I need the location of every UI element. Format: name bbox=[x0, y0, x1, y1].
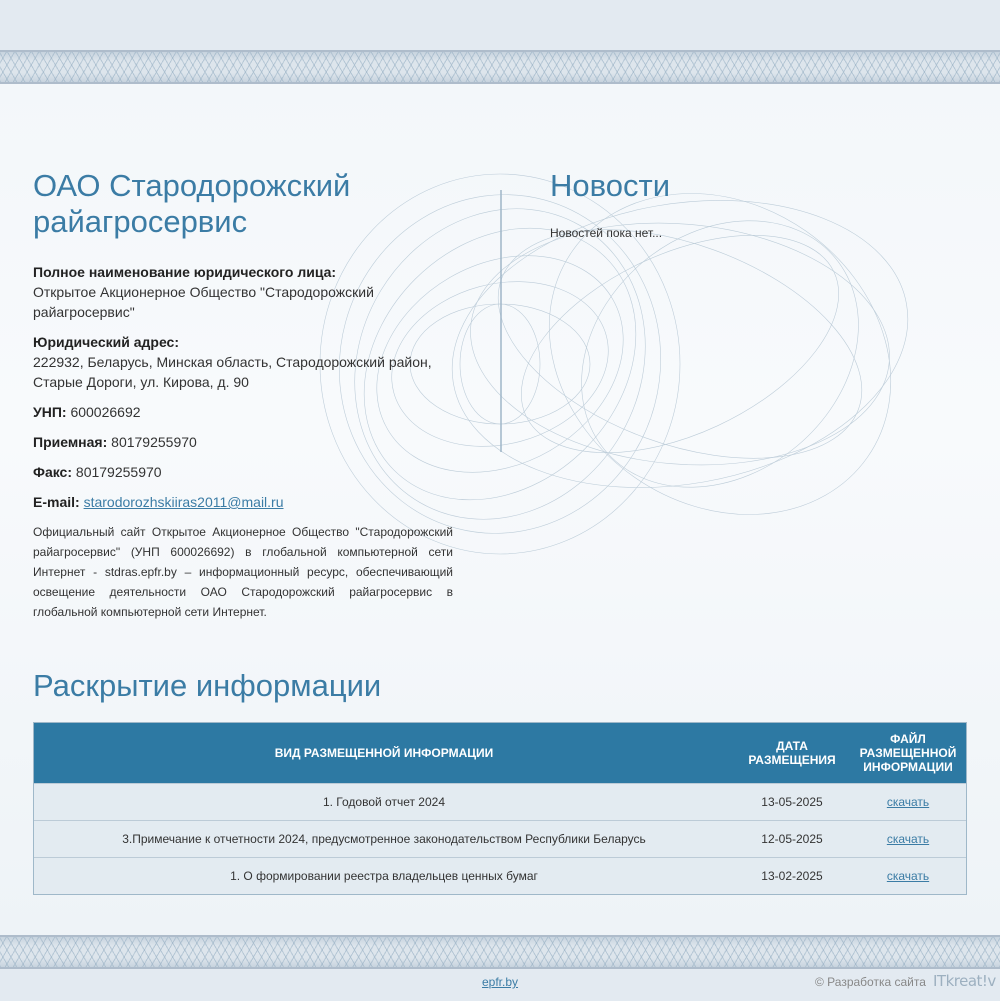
fax-row bbox=[33, 462, 453, 482]
fullname-value: Открытое Акционерное Общество "Стародорожский райагросервис" bbox=[33, 284, 374, 320]
disclosure-title: Раскрытие информации bbox=[33, 668, 382, 703]
row-file bbox=[850, 820, 966, 857]
row-type: 1. Годовой отчет 2024 bbox=[34, 783, 734, 820]
download-link[interactable]: скачать bbox=[886, 794, 930, 809]
table-row bbox=[34, 820, 966, 857]
email-row bbox=[33, 492, 453, 512]
row-date: 13-02-2025 bbox=[734, 857, 850, 894]
fax-label: Факс: bbox=[33, 464, 73, 480]
email-label: E-mail: bbox=[33, 494, 80, 510]
table-header-row bbox=[34, 723, 966, 783]
news-title: Новости bbox=[550, 168, 671, 203]
company-info-section bbox=[33, 168, 453, 622]
itkreativ-logo[interactable]: ITkreat!v bbox=[933, 972, 996, 990]
download-link[interactable]: скачать bbox=[886, 831, 930, 846]
row-date: 12-05-2025 bbox=[734, 820, 850, 857]
address-label: Юридический адрес: bbox=[33, 334, 179, 350]
header-ornament bbox=[0, 50, 1000, 84]
table-row bbox=[34, 783, 966, 820]
fax-value: 80179255970 bbox=[75, 464, 162, 480]
site-description: Официальный сайт Открытое Акционерное Общество "Стародорожский райагросервис" (УНП 600026692) в глобальной компьютерной сети Интернет - stdras.epfr.by – информационный ресурс, обеспечивающий освещение деятельности ОАО Стародорожский райагросервис в глобальной компьютерной сети Интернет. bbox=[33, 525, 453, 619]
header-file: ФАЙЛ РАЗМЕЩЕННОЙ ИНФОРМАЦИИ bbox=[850, 723, 966, 783]
company-details bbox=[33, 262, 453, 622]
row-file bbox=[850, 783, 966, 820]
email-link[interactable]: starodorozhskiiras2011@mail.ru bbox=[83, 494, 284, 510]
disclosure-table bbox=[33, 722, 967, 895]
footer-ornament bbox=[0, 935, 1000, 969]
news-section bbox=[550, 168, 950, 240]
company-title: ОАО Стародорожский райагросервис bbox=[33, 168, 351, 239]
column-divider bbox=[500, 190, 502, 452]
address-value: 222932, Беларусь, Минская область, Стародорожский район, Старые Дороги, ул. Кирова, д. 90 bbox=[33, 354, 432, 390]
row-type: 1. О формировании реестра владельцев ценных бумаг bbox=[34, 857, 734, 894]
row-date: 13-05-2025 bbox=[734, 783, 850, 820]
header-type: ВИД РАЗМЕЩЕННОЙ ИНФОРМАЦИИ bbox=[34, 723, 734, 783]
unp-value: 600026692 bbox=[70, 404, 141, 420]
address-row bbox=[33, 332, 453, 392]
row-type: 3.Примечание к отчетности 2024, предусмотренное законодательством Республики Беларусь bbox=[34, 820, 734, 857]
footer-epfr-link[interactable]: epfr.by bbox=[482, 975, 519, 989]
news-empty-text: Новостей пока нет... bbox=[550, 226, 663, 240]
reception-row bbox=[33, 432, 453, 452]
reception-label: Приемная: bbox=[33, 434, 108, 450]
fullname-label: Полное наименование юридического лица: bbox=[33, 264, 337, 280]
download-link[interactable]: скачать bbox=[886, 868, 930, 883]
row-file bbox=[850, 857, 966, 894]
footer-credit: © Разработка сайта bbox=[815, 975, 926, 989]
header-date: ДАТА РАЗМЕЩЕНИЯ bbox=[734, 723, 850, 783]
unp-label: УНП: bbox=[33, 404, 67, 420]
unp-row bbox=[33, 402, 453, 422]
reception-value: 80179255970 bbox=[111, 434, 197, 450]
top-band bbox=[0, 0, 1000, 50]
table-row bbox=[34, 857, 966, 894]
fullname-row bbox=[33, 262, 453, 322]
